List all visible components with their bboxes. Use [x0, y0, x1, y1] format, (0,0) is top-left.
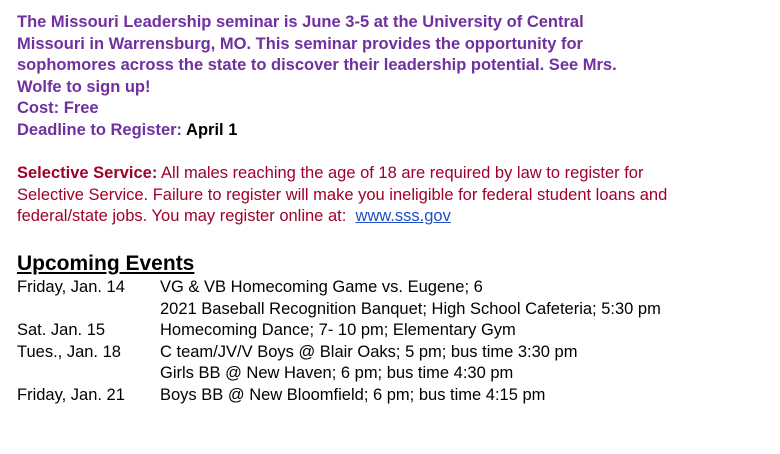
seminar-text-line: Wolfe to sign up!: [17, 77, 151, 96]
selective-service-text: federal/state jobs. You may register online at:: [17, 207, 347, 225]
upcoming-events-heading: Upcoming Events: [17, 252, 195, 275]
selective-service-line-2: Selective Service. Failure to register will make you ineligible for federal student loans and: [17, 185, 668, 204]
event-row: [17, 342, 762, 364]
event-description: 2021 Baseball Recognition Banquet; High School Cafeteria; 5:30 pm: [160, 299, 661, 318]
event-description: C team/JV/V Boys @ Blair Oaks; 5 pm; bus time 3:30 pm: [160, 342, 578, 361]
event-date: Friday, Jan. 21: [17, 385, 125, 404]
selective-service-label: Selective Service:: [17, 164, 158, 182]
event-description: Boys BB @ New Bloomfield; 6 pm; bus time 4:15 pm: [160, 385, 546, 404]
event-description: Homecoming Dance; 7- 10 pm; Elementary Gym: [160, 321, 516, 339]
event-description: VG & VB Homecoming Game vs. Eugene; 6: [160, 278, 483, 296]
events-list: [17, 277, 762, 406]
event-row: [17, 385, 762, 407]
event-description: Girls BB @ New Haven; 6 pm; bus time 4:30 pm: [160, 364, 514, 382]
event-row: [17, 299, 762, 321]
seminar-deadline: [17, 120, 757, 142]
event-date: Friday, Jan. 14: [17, 278, 125, 296]
seminar-text-line: The Missouri Leadership seminar is June 3-5 at the University of Central: [17, 13, 584, 31]
selective-service-text: All males reaching the age of 18 are required by law to register for: [161, 164, 644, 182]
seminar-text-line: Missouri in Warrensburg, MO. This seminar provides the opportunity for: [17, 34, 583, 53]
event-row: [17, 363, 762, 385]
seminar-announcement: [17, 12, 757, 141]
event-row: [17, 277, 762, 299]
event-date: Tues., Jan. 18: [17, 342, 121, 361]
selective-service-line-1: [17, 163, 762, 185]
deadline-label: Deadline to Register:: [17, 120, 183, 139]
event-date: [17, 363, 160, 385]
selective-service-line-3: [17, 206, 762, 228]
event-date: Sat. Jan. 15: [17, 321, 106, 339]
sss-link[interactable]: www.sss.gov: [355, 207, 451, 225]
selective-service-notice: [17, 163, 762, 228]
deadline-value: April 1: [186, 120, 238, 139]
seminar-cost: Cost: Free: [17, 99, 99, 117]
seminar-text-line: sophomores across the state to discover their leadership potential. See Mrs.: [17, 56, 617, 74]
event-date: [17, 299, 160, 321]
event-row: [17, 320, 762, 342]
